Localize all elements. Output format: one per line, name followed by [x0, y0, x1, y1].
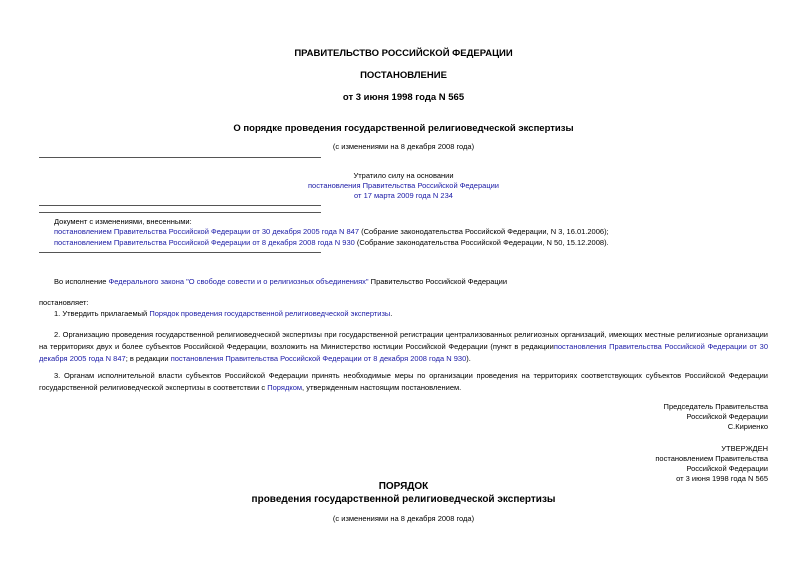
- changes-note: (с изменениями на 8 декабря 2008 года): [332, 142, 475, 151]
- amendment-link[interactable]: постановлением Правительства Российской Федерации от 30 декабря 2005 года N 847: [54, 227, 359, 236]
- approved-heading: УТВЕРЖДЕН: [721, 444, 768, 453]
- paragraph-1: [54, 309, 392, 318]
- signature-name: С.Кириенко: [727, 422, 768, 431]
- amendment-source: (Собрание законодательства Российской Федерации, N 50, 15.12.2008).: [354, 238, 609, 247]
- preamble: [54, 277, 507, 286]
- divider: [39, 205, 321, 206]
- divider: [39, 252, 321, 253]
- paragraph-text: ; в редакции: [125, 354, 171, 363]
- signature-country: Российской Федерации: [686, 412, 768, 421]
- paragraph-text: .: [390, 309, 393, 318]
- amendments-label: Документ с изменениями, внесенными:: [54, 217, 192, 226]
- approved-by: постановлением Правительства: [655, 454, 768, 463]
- order-changes-note: (с изменениями на 8 декабря 2008 года): [332, 514, 475, 523]
- order-link[interactable]: Порядок проведения государственной религиоведческой экспертизы: [149, 309, 391, 318]
- paragraph-2: [39, 329, 768, 365]
- order-title: ПОРЯДОК: [378, 481, 429, 492]
- paragraph-text: 2. Организацию проведения государственной религиоведческой экспертизы при государственной регистрации централизованных религиозных организаций, имеющих местные религиозные организации на территориях двух и более субъектов Российской Федерации, возложить на Министерство юстиции Российской Федерации (пункт в редакции: [39, 330, 768, 351]
- decrees-word: постановляет:: [39, 298, 89, 307]
- paragraph-text: , утвержденным настоящим постановлением.: [302, 383, 462, 392]
- order-subtitle: проведения государственной религиоведческой экспертизы: [251, 494, 556, 505]
- document-date-number: от 3 июня 1998 года N 565: [342, 92, 465, 103]
- amendment-item: [54, 227, 609, 236]
- expired-link-line2[interactable]: от 17 марта 2009 года N 234: [354, 191, 453, 200]
- signature-position: Председатель Правительства: [663, 402, 768, 411]
- amendment-source: (Собрание законодательства Российской Федерации, N 3, 16.01.2006);: [359, 227, 609, 236]
- amendment-item: [54, 238, 609, 247]
- divider: [39, 157, 321, 158]
- divider: [39, 212, 321, 213]
- government-heading: ПРАВИТЕЛЬСТВО РОССИЙСКОЙ ФЕДЕРАЦИИ: [294, 48, 513, 59]
- expired-text: Утратило силу на основании: [353, 171, 454, 180]
- paragraph-text: 3. Органам исполнительной власти субъектов Российской Федерации принять необходимые меры по организации проведения на территориях соответствующих субъектов Российской Федерации государственной религиоведческой экспертизы в соответствии с: [39, 371, 768, 392]
- expired-link-line1[interactable]: постановления Правительства Российской Федерации: [307, 181, 499, 190]
- amendment-link[interactable]: постановления Правительства Российской Федерации от 8 декабря 2008 года N 930: [170, 354, 467, 363]
- paragraph-3: [39, 370, 768, 394]
- amendment-link[interactable]: постановления Правительства Российской Федерации от 30 декабря 2005 года N 847: [39, 342, 768, 363]
- paragraph-text: 1. Утвердить прилагаемый: [54, 309, 150, 318]
- approved-date: от 3 июня 1998 года N 565: [676, 474, 768, 483]
- amendment-link[interactable]: постановлением Правительства Российской Федерации от 8 декабря 2008 года N 930: [54, 238, 355, 247]
- approved-country: Российской Федерации: [686, 464, 768, 473]
- preamble-text: Во исполнение: [54, 277, 109, 286]
- document-title: О порядке проведения государственной религиоведческой экспертизы: [233, 123, 574, 134]
- federal-law-link[interactable]: Федерального закона "О свободе совести и о религиозных объединениях": [108, 277, 369, 286]
- order-link[interactable]: Порядком: [267, 383, 303, 392]
- document-type: ПОСТАНОВЛЕНИЕ: [360, 70, 447, 81]
- preamble-text: Правительство Российской Федерации: [368, 277, 508, 286]
- paragraph-text: ).: [466, 354, 471, 363]
